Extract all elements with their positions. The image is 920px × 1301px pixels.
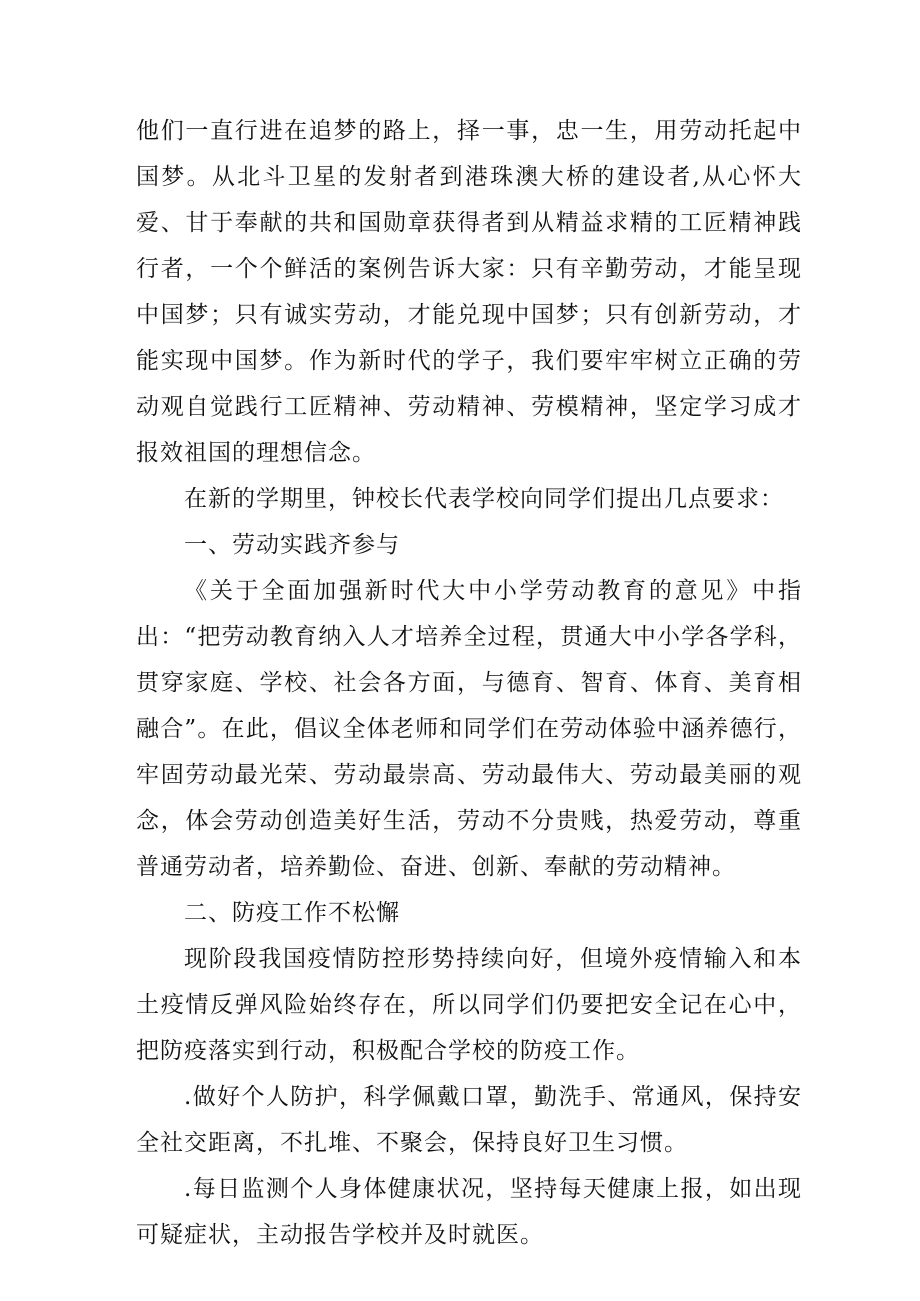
paragraph-requirements-intro: 在新的学期里，钟校长代表学校向同学们提出几点要求： bbox=[184, 486, 784, 512]
list-item-personal-protection: .做好个人防护，科学佩戴口罩，勤洗手、常通风，保持安全社交距离，不扎堆、不聚会，保持良好卫生习惯。 bbox=[136, 1084, 802, 1156]
section-heading-epidemic-prevention: 二、防疫工作不松懈 bbox=[184, 900, 400, 926]
list-item-health-monitoring: .每日监测个人身体健康状况，坚持每天健康上报，如出现可疑症状，主动报告学校并及时就医。 bbox=[136, 1176, 802, 1248]
paragraph-epidemic-situation: 现阶段我国疫情防控形势持续向好，但境外疫情输入和本土疫情反弹风险始终存在，所以同学们仍要把安全记在心中，把防疫落实到行动，积极配合学校的防疫工作。 bbox=[136, 946, 802, 1064]
paragraph-labor-education: 《关于全面加强新时代大中小学劳动教育的意见》中指出：“把劳动教育纳入人才培养全过程，贯通大中小学各学科，贯穿家庭、学校、社会各方面，与德育、智育、体育、美育相融合”。在此，倡议全体老师和同学们在劳动体验中涵养德行，牢固劳动最光荣、劳动最崇高、劳动最伟大、劳动最美丽的观念，体会劳动创造美好生活，劳动不分贵贱，热爱劳动，尊重普通劳动者，培养勤俭、奋进、创新、奉献的劳动精神。 bbox=[136, 578, 802, 880]
paragraph-labor-dream: 他们一直行进在追梦的路上，择一事，忠一生，用劳动托起中国梦。从北斗卫星的发射者到港珠澳大桥的建设者,从心怀大爱、甘于奉献的共和国勋章获得者到从精益求精的工匠精神践行者，一个个鲜活的案例告诉大家：只有辛勤劳动，才能呈现中国梦；只有诚实劳动，才能兑现中国梦；只有创新劳动，才能实现中国梦。作为新时代的学子，我们要牢牢树立正确的劳动观自觉践行工匠精神、劳动精神、劳模精神，坚定学习成才报效祖国的理想信念。 bbox=[136, 118, 802, 466]
section-heading-labor-practice: 一、劳动实践齐参与 bbox=[184, 532, 400, 558]
